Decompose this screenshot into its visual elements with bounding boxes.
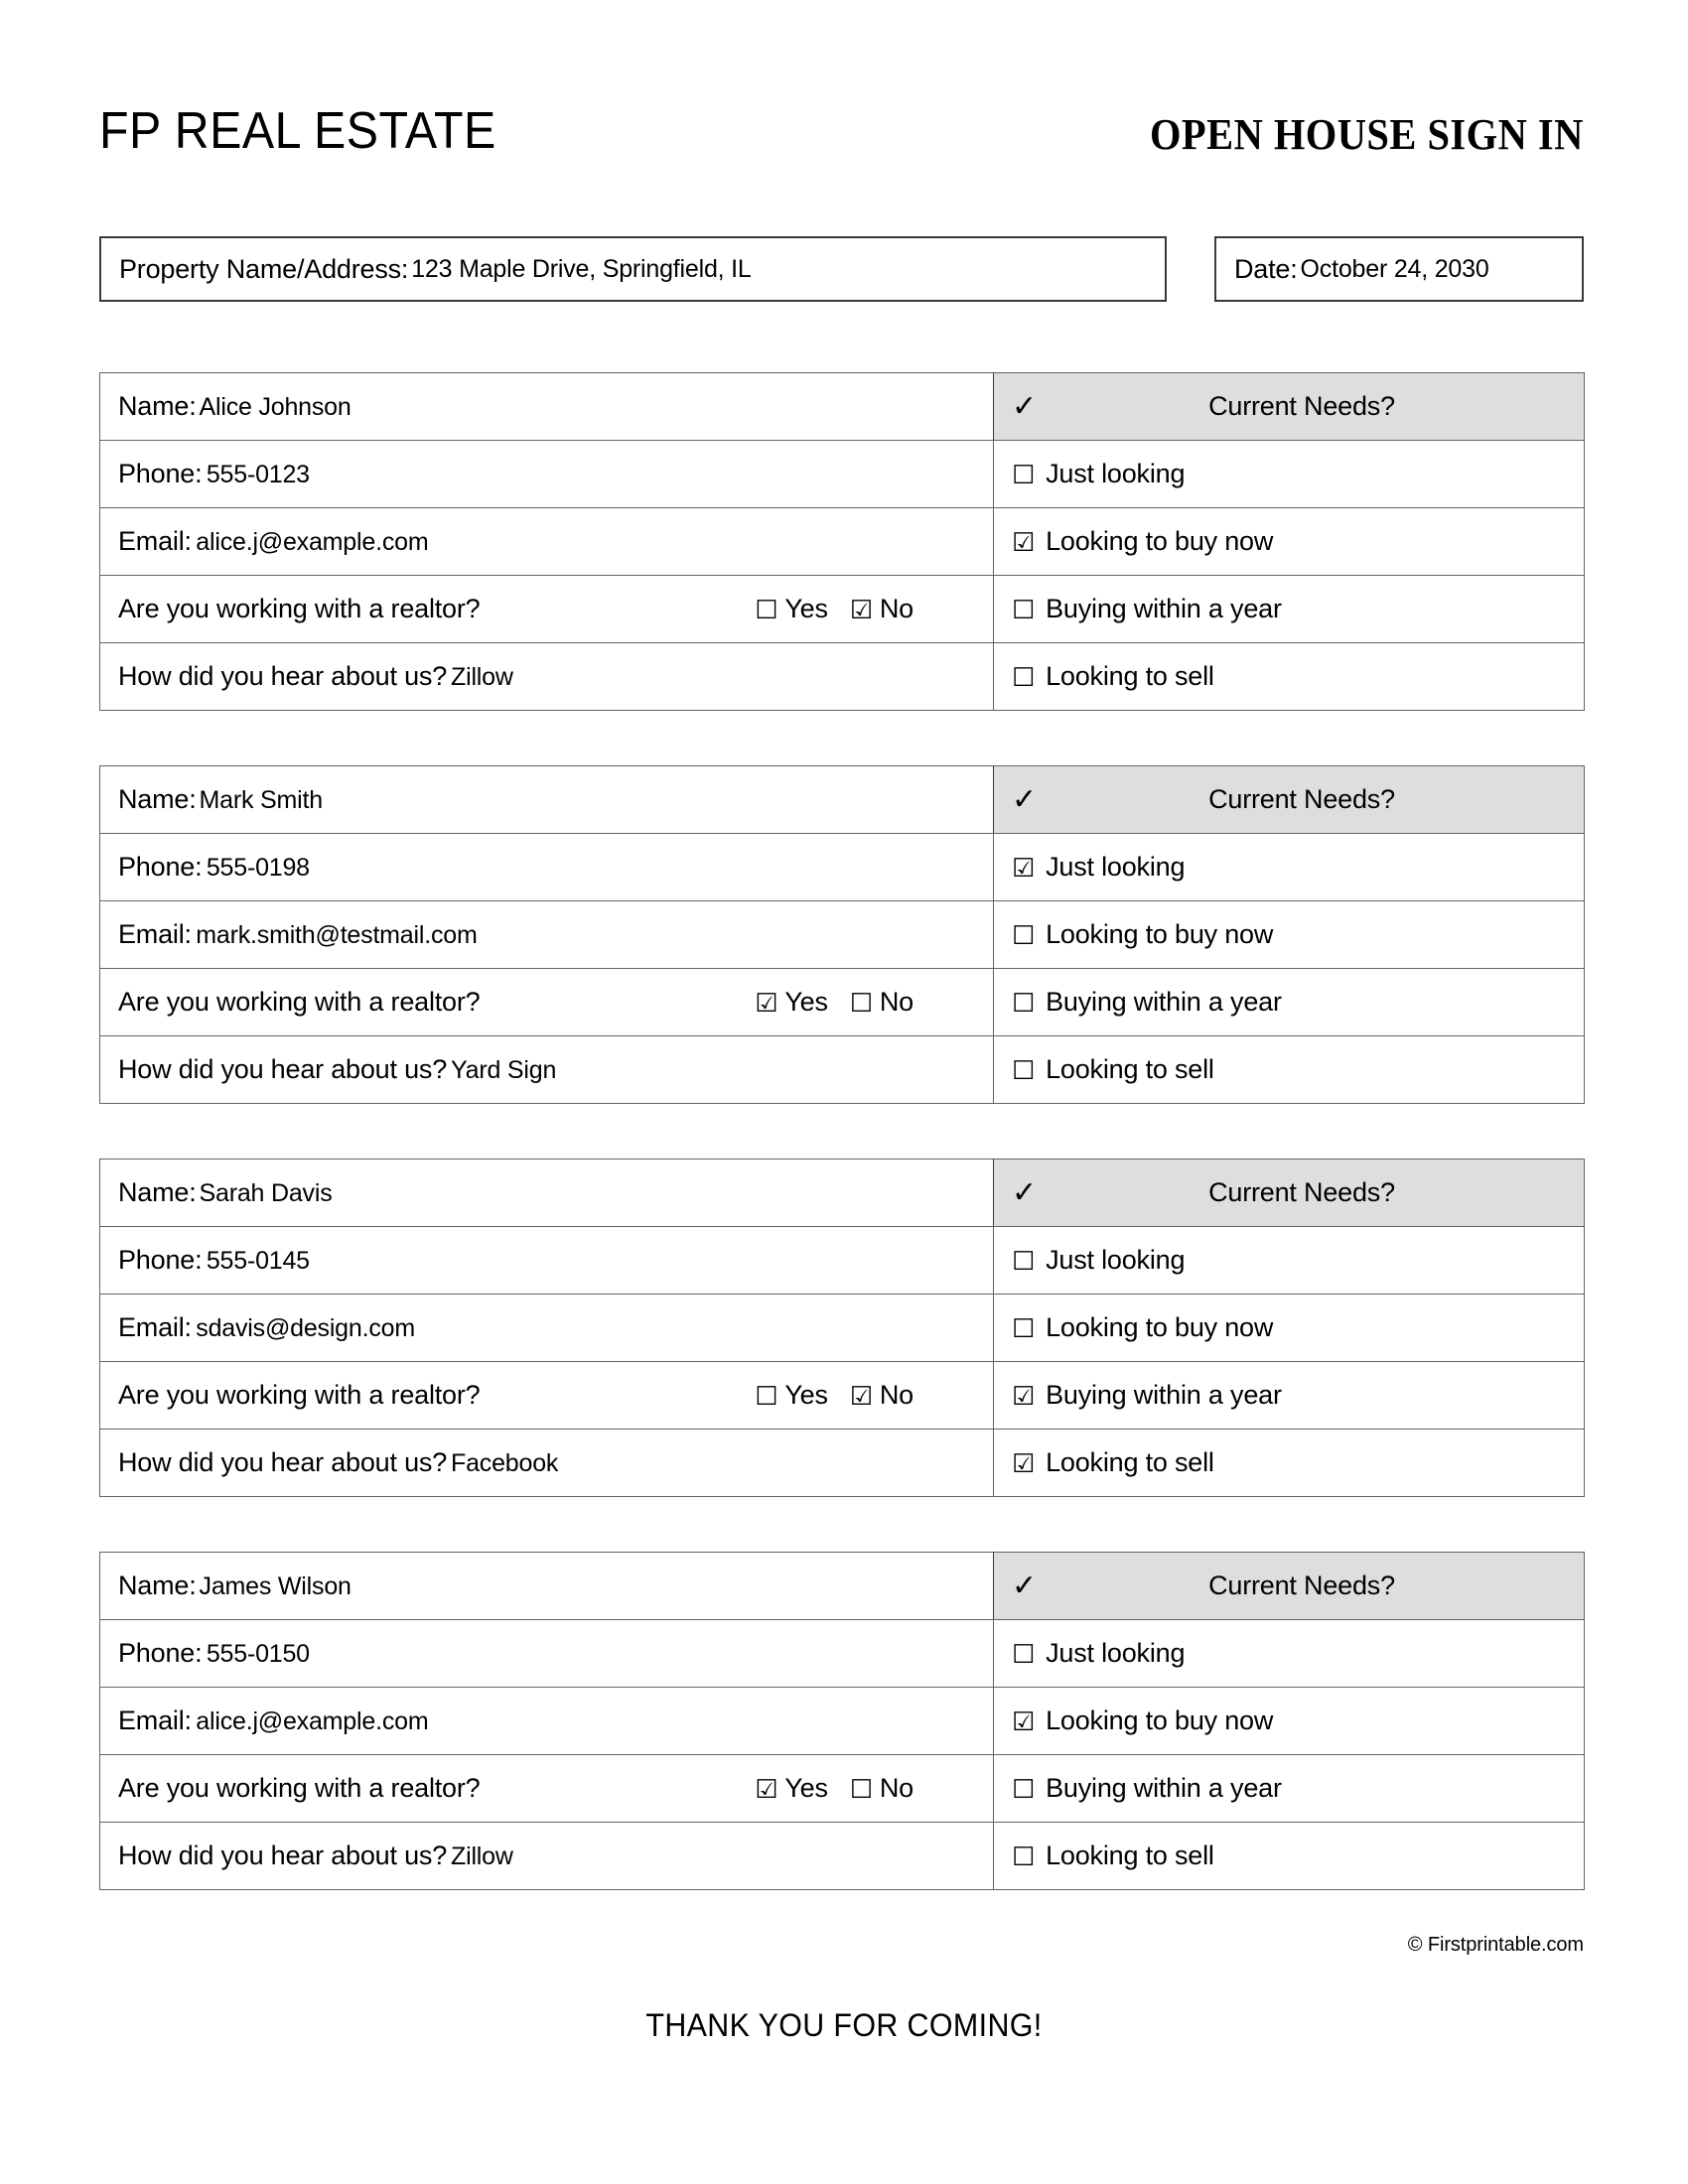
- need-option-label: Looking to sell: [1046, 1054, 1214, 1084]
- realtor-yes-option[interactable]: [755, 1773, 828, 1804]
- realtor-yes-option[interactable]: [755, 987, 828, 1018]
- need-option-cell[interactable]: [994, 1620, 1585, 1688]
- check-mark-icon: ✓: [1012, 389, 1038, 423]
- table-row: [100, 1227, 1585, 1295]
- need-option-label: Buying within a year: [1046, 987, 1282, 1017]
- guest-entry-table: [99, 765, 1585, 1104]
- checkbox-looking-to-sell[interactable]: ☐: [1012, 1055, 1036, 1086]
- current-needs-label: Current Needs?: [1208, 1177, 1395, 1207]
- table-row: [100, 1688, 1585, 1755]
- current-needs-header: [994, 373, 1585, 441]
- phone-cell[interactable]: [100, 1620, 994, 1688]
- current-needs-label: Current Needs?: [1208, 1570, 1395, 1600]
- checkbox-looking-to-buy-now[interactable]: ☑: [1012, 1706, 1036, 1737]
- phone-label: Phone:: [118, 459, 203, 488]
- realtor-yes-option[interactable]: [755, 1380, 828, 1411]
- referral-label: How did you hear about us?: [118, 1447, 448, 1477]
- referral-value: Facebook: [451, 1449, 559, 1477]
- checkbox-realtor-yes[interactable]: ☑: [755, 1775, 778, 1805]
- referral-value: Yard Sign: [451, 1056, 557, 1084]
- current-needs-label: Current Needs?: [1208, 784, 1395, 814]
- phone-value: 555-0123: [206, 461, 310, 488]
- realtor-no-label: No: [879, 987, 914, 1017]
- need-option-label: Just looking: [1046, 459, 1186, 488]
- need-option-cell[interactable]: [994, 1362, 1585, 1430]
- table-row: [100, 441, 1585, 508]
- referral-label: How did you hear about us?: [118, 1841, 448, 1870]
- property-field[interactable]: [99, 236, 1167, 302]
- realtor-question-label: Are you working with a realtor?: [118, 1380, 481, 1410]
- page-title: OPEN HOUSE SIGN IN: [1150, 110, 1584, 159]
- name-cell[interactable]: [100, 373, 994, 441]
- need-option-label: Looking to buy now: [1046, 526, 1274, 556]
- table-row: [100, 1036, 1585, 1104]
- need-option-cell[interactable]: [994, 969, 1585, 1036]
- checkbox-just-looking[interactable]: ☐: [1012, 460, 1036, 490]
- realtor-yes-no-group: [755, 1380, 975, 1411]
- table-row: [100, 969, 1585, 1036]
- realtor-question-label: Are you working with a realtor?: [118, 1773, 481, 1803]
- checkbox-looking-to-sell[interactable]: ☐: [1012, 1842, 1036, 1872]
- need-option-label: Looking to sell: [1046, 1841, 1214, 1870]
- email-label: Email:: [118, 1312, 192, 1342]
- email-cell[interactable]: [100, 1295, 994, 1362]
- guest-entry-table: [99, 1552, 1585, 1890]
- realtor-cell[interactable]: [100, 969, 994, 1036]
- realtor-yes-no-group: [755, 1773, 975, 1804]
- copyright-notice: © Firstprintable.com: [1407, 1934, 1584, 1956]
- realtor-no-label: No: [879, 1380, 914, 1410]
- email-cell[interactable]: [100, 1688, 994, 1755]
- referral-cell[interactable]: [100, 1036, 994, 1104]
- need-option-label: Looking to buy now: [1046, 1312, 1274, 1342]
- current-needs-header: [994, 766, 1585, 834]
- need-option-cell[interactable]: [994, 901, 1585, 969]
- current-needs-header: [994, 1553, 1585, 1620]
- checkbox-realtor-no[interactable]: ☑: [849, 1382, 873, 1412]
- name-label: Name:: [118, 1570, 197, 1600]
- date-value: October 24, 2030: [1300, 254, 1489, 283]
- table-row: [100, 834, 1585, 901]
- table-row: [100, 576, 1585, 643]
- current-needs-header: [994, 1160, 1585, 1227]
- checkbox-realtor-no[interactable]: ☐: [849, 989, 873, 1019]
- referral-value: Zillow: [451, 663, 513, 691]
- phone-label: Phone:: [118, 1638, 203, 1668]
- table-row: [100, 1362, 1585, 1430]
- guest-entry-table: [99, 1159, 1585, 1497]
- name-cell[interactable]: [100, 766, 994, 834]
- need-option-cell[interactable]: [994, 1430, 1585, 1497]
- checkbox-realtor-yes[interactable]: ☐: [755, 596, 778, 625]
- name-label: Name:: [118, 1177, 197, 1207]
- name-value: Sarah Davis: [199, 1179, 333, 1207]
- email-value: alice.j@example.com: [196, 1707, 429, 1735]
- need-option-cell[interactable]: [994, 1688, 1585, 1755]
- checkbox-looking-to-sell[interactable]: ☐: [1012, 662, 1036, 693]
- checkbox-realtor-no[interactable]: ☐: [849, 1775, 873, 1805]
- name-cell[interactable]: [100, 1160, 994, 1227]
- need-option-label: Buying within a year: [1046, 594, 1282, 623]
- table-row: [100, 1755, 1585, 1823]
- phone-cell[interactable]: [100, 1227, 994, 1295]
- name-label: Name:: [118, 391, 197, 421]
- phone-value: 555-0150: [206, 1640, 310, 1668]
- need-option-label: Looking to buy now: [1046, 919, 1274, 949]
- need-option-cell[interactable]: [994, 508, 1585, 576]
- checkbox-just-looking[interactable]: ☐: [1012, 1246, 1036, 1277]
- realtor-cell[interactable]: [100, 1362, 994, 1430]
- table-row: [100, 1823, 1585, 1890]
- email-cell[interactable]: [100, 901, 994, 969]
- name-value: Alice Johnson: [199, 393, 352, 421]
- realtor-no-label: No: [879, 594, 914, 623]
- realtor-yes-no-group: [755, 987, 975, 1018]
- realtor-yes-option[interactable]: [755, 594, 828, 624]
- realtor-no-option[interactable]: [850, 594, 914, 624]
- phone-label: Phone:: [118, 852, 203, 882]
- checkbox-looking-to-sell[interactable]: ☑: [1012, 1448, 1036, 1479]
- date-label: Date:: [1234, 253, 1298, 284]
- checkbox-just-looking[interactable]: ☑: [1012, 853, 1036, 884]
- property-label: Property Name/Address:: [119, 253, 409, 284]
- email-value: sdavis@design.com: [196, 1314, 415, 1342]
- referral-cell[interactable]: [100, 1430, 994, 1497]
- table-row: [100, 1295, 1585, 1362]
- email-value: alice.j@example.com: [196, 528, 429, 556]
- realtor-question-label: Are you working with a realtor?: [118, 987, 481, 1017]
- need-option-cell[interactable]: [994, 441, 1585, 508]
- checkbox-looking-to-buy-now[interactable]: ☐: [1012, 1313, 1036, 1344]
- phone-label: Phone:: [118, 1245, 203, 1275]
- realtor-yes-label: Yes: [784, 987, 828, 1017]
- need-option-cell[interactable]: [994, 1755, 1585, 1823]
- meta-row: [99, 236, 1584, 302]
- phone-value: 555-0145: [206, 1247, 310, 1275]
- phone-cell[interactable]: [100, 834, 994, 901]
- referral-value: Zillow: [451, 1843, 513, 1870]
- checkbox-buying-within-a-year[interactable]: ☐: [1012, 988, 1036, 1019]
- checkbox-looking-to-buy-now[interactable]: ☐: [1012, 920, 1036, 951]
- need-option-label: Just looking: [1046, 1245, 1186, 1275]
- table-row: [100, 1620, 1585, 1688]
- phone-value: 555-0198: [206, 854, 310, 882]
- need-option-label: Just looking: [1046, 852, 1186, 882]
- realtor-no-option[interactable]: [850, 987, 914, 1018]
- need-option-label: Just looking: [1046, 1638, 1186, 1668]
- need-option-cell[interactable]: [994, 643, 1585, 711]
- referral-cell[interactable]: [100, 1823, 994, 1890]
- realtor-yes-label: Yes: [784, 594, 828, 623]
- email-label: Email:: [118, 919, 192, 949]
- table-row: [100, 1430, 1585, 1497]
- checkbox-realtor-no[interactable]: ☑: [849, 596, 873, 625]
- phone-cell[interactable]: [100, 441, 994, 508]
- need-option-label: Looking to buy now: [1046, 1706, 1274, 1735]
- check-mark-icon: ✓: [1012, 1569, 1038, 1602]
- name-label: Name:: [118, 784, 197, 814]
- need-option-cell[interactable]: [994, 1227, 1585, 1295]
- date-field[interactable]: [1214, 236, 1584, 302]
- referral-cell[interactable]: [100, 643, 994, 711]
- checkbox-just-looking[interactable]: ☐: [1012, 1639, 1036, 1670]
- table-row: [100, 1160, 1585, 1227]
- realtor-no-option[interactable]: [850, 1773, 914, 1804]
- need-option-cell[interactable]: [994, 1036, 1585, 1104]
- need-option-cell[interactable]: [994, 1823, 1585, 1890]
- realtor-yes-label: Yes: [784, 1773, 828, 1803]
- email-value: mark.smith@testmail.com: [196, 921, 478, 949]
- guest-blocks: [99, 372, 1584, 1945]
- name-value: Mark Smith: [199, 786, 323, 814]
- name-value: James Wilson: [199, 1572, 352, 1600]
- checkbox-realtor-yes[interactable]: ☑: [755, 989, 778, 1019]
- need-option-label: Looking to sell: [1046, 661, 1214, 691]
- realtor-question-label: Are you working with a realtor?: [118, 594, 481, 623]
- realtor-cell[interactable]: [100, 576, 994, 643]
- table-row: [100, 643, 1585, 711]
- checkbox-buying-within-a-year[interactable]: ☐: [1012, 1774, 1036, 1805]
- need-option-label: Buying within a year: [1046, 1380, 1282, 1410]
- guest-entry-table: [99, 372, 1585, 711]
- property-value: 123 Maple Drive, Springfield, IL: [411, 254, 752, 283]
- referral-label: How did you hear about us?: [118, 1054, 448, 1084]
- checkbox-realtor-yes[interactable]: ☐: [755, 1382, 778, 1412]
- referral-label: How did you hear about us?: [118, 661, 448, 691]
- check-mark-icon: ✓: [1012, 782, 1038, 816]
- checkbox-buying-within-a-year[interactable]: ☑: [1012, 1381, 1036, 1412]
- table-row: [100, 766, 1585, 834]
- brand-logo: FP REAL ESTATE: [99, 102, 496, 160]
- need-option-cell[interactable]: [994, 1295, 1585, 1362]
- table-row: [100, 901, 1585, 969]
- table-row: [100, 373, 1585, 441]
- table-row: [100, 508, 1585, 576]
- email-label: Email:: [118, 526, 192, 556]
- page-header: [99, 77, 1584, 160]
- current-needs-label: Current Needs?: [1208, 391, 1395, 421]
- realtor-yes-label: Yes: [784, 1380, 828, 1410]
- thank-you-message: THANK YOU FOR COMING!: [645, 2007, 1043, 2043]
- check-mark-icon: ✓: [1012, 1175, 1038, 1209]
- realtor-no-option[interactable]: [850, 1380, 914, 1411]
- email-label: Email:: [118, 1706, 192, 1735]
- email-cell[interactable]: [100, 508, 994, 576]
- realtor-cell[interactable]: [100, 1755, 994, 1823]
- table-row: [100, 1553, 1585, 1620]
- need-option-cell[interactable]: [994, 576, 1585, 643]
- realtor-no-label: No: [879, 1773, 914, 1803]
- need-option-label: Buying within a year: [1046, 1773, 1282, 1803]
- realtor-yes-no-group: [755, 594, 975, 624]
- checkbox-buying-within-a-year[interactable]: ☐: [1012, 595, 1036, 625]
- need-option-cell[interactable]: [994, 834, 1585, 901]
- need-option-label: Looking to sell: [1046, 1447, 1214, 1477]
- name-cell[interactable]: [100, 1553, 994, 1620]
- checkbox-looking-to-buy-now[interactable]: ☑: [1012, 527, 1036, 558]
